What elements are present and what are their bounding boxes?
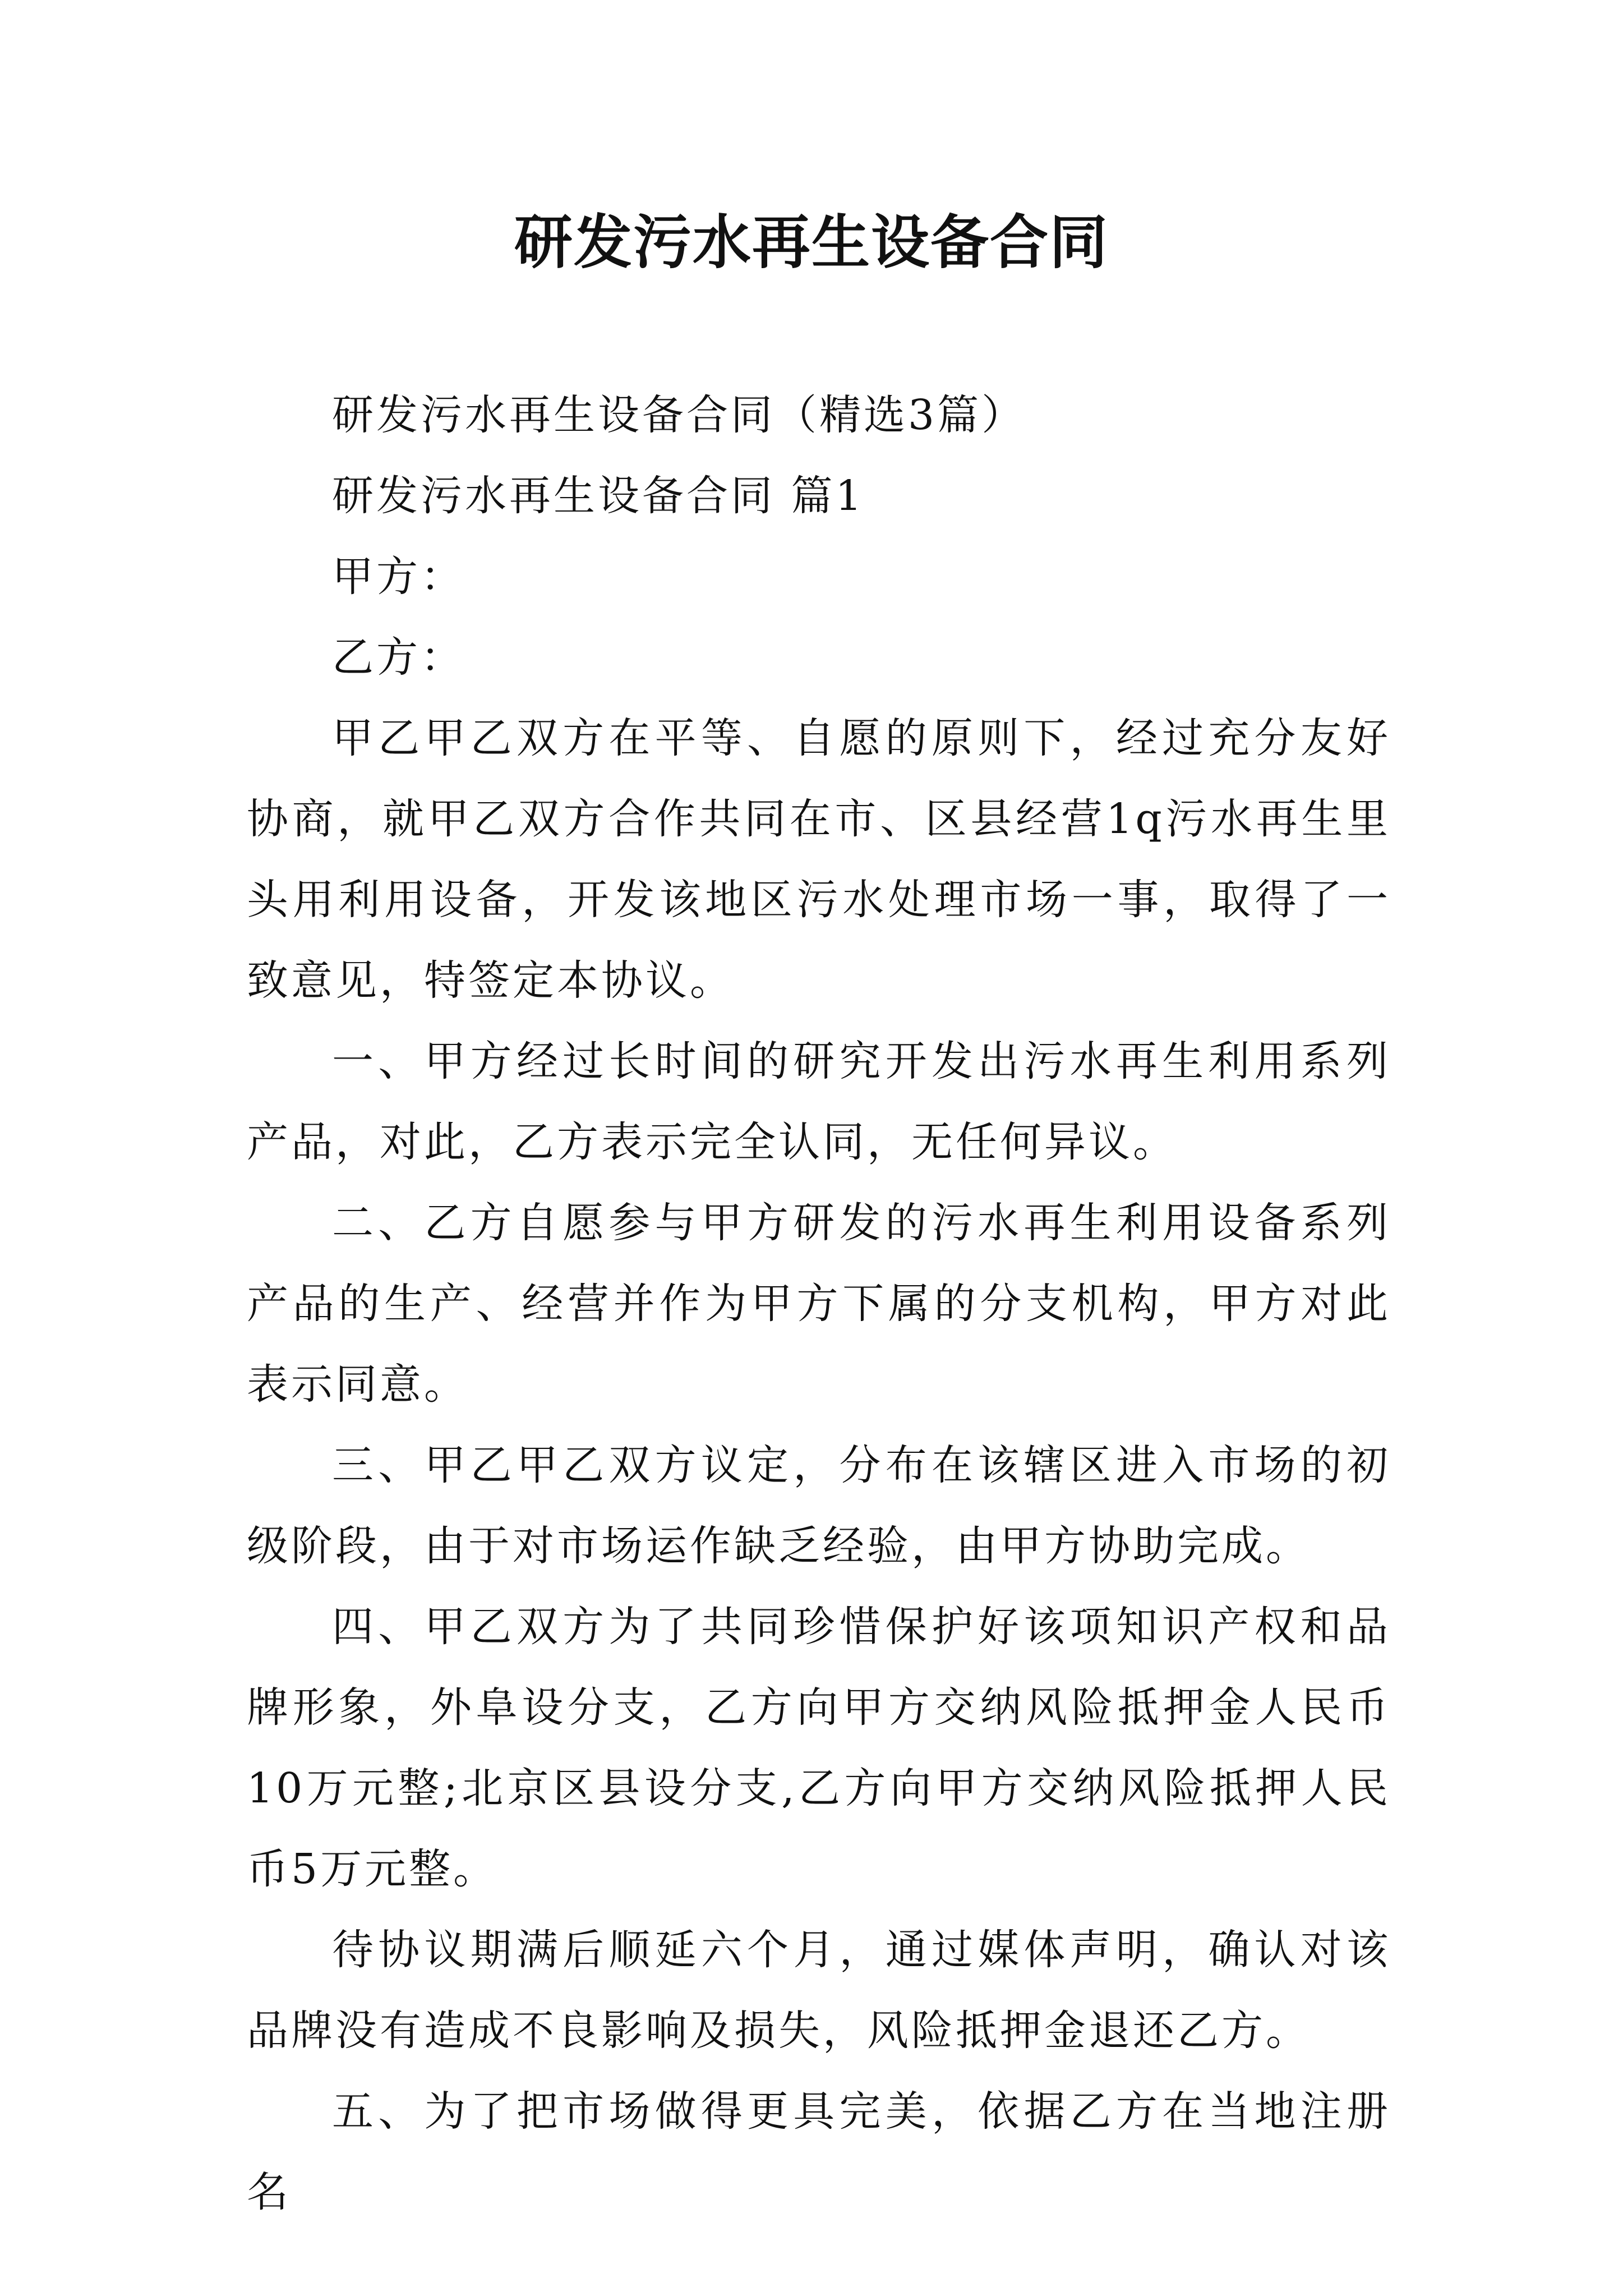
paragraph-clause-4: 四、甲乙双方为了共同珍惜保护好该项知识产权和品牌形象，外阜设分支，乙方向甲方交纳风险抵押金人民币10万元整;北京区县设分支,乙方向甲方交纳风险抵押人民币5万元整。 — [247, 1603, 1391, 1893]
paragraph-clause-3: 三、甲乙甲乙双方议定，分布在该辖区进入市场的初级阶段，由于对市场运作缺乏经验，由甲方协助完成。 — [247, 1441, 1391, 1570]
paragraph-preamble: 甲乙甲乙双方在平等、自愿的原则下，经过充分友好协商，就甲乙双方合作共同在市、区县经营1q污水再生里头用利用设备，开发该地区污水处理市场一事，取得了一致意见，特签定本协议。 — [247, 714, 1391, 1005]
document-body — [247, 375, 1391, 2233]
paragraph-clause-1: 一、甲方经过长时间的研究开发出污水再生利用系列产品，对此，乙方表示完全认同，无任何异议。 — [247, 1037, 1391, 1166]
paragraph-party-b: 乙方： — [332, 633, 465, 682]
paragraph-section-heading: 研发污水再生设备合同 篇1 — [332, 472, 865, 520]
paragraph-clause-2: 二、乙方自愿参与甲方研发的污水再生利用设备系列产品的生产、经营并作为甲方下属的分支机构，甲方对此表示同意。 — [247, 1199, 1391, 1409]
paragraph-clause-4-note: 待协议期满后顺延六个月，通过媒体声明，确认对该品牌没有造成不良影响及损失，风险抵押金退还乙方。 — [247, 1926, 1391, 2055]
document-title: 研发污水再生设备合同 — [514, 208, 1109, 277]
paragraph-clause-5: 五、为了把市场做得更具完美，依据乙方在当地注册名 — [247, 2087, 1391, 2216]
paragraph-subtitle: 研发污水再生设备合同（精选3篇） — [332, 391, 1026, 439]
paragraph-party-a: 甲方： — [332, 553, 465, 601]
